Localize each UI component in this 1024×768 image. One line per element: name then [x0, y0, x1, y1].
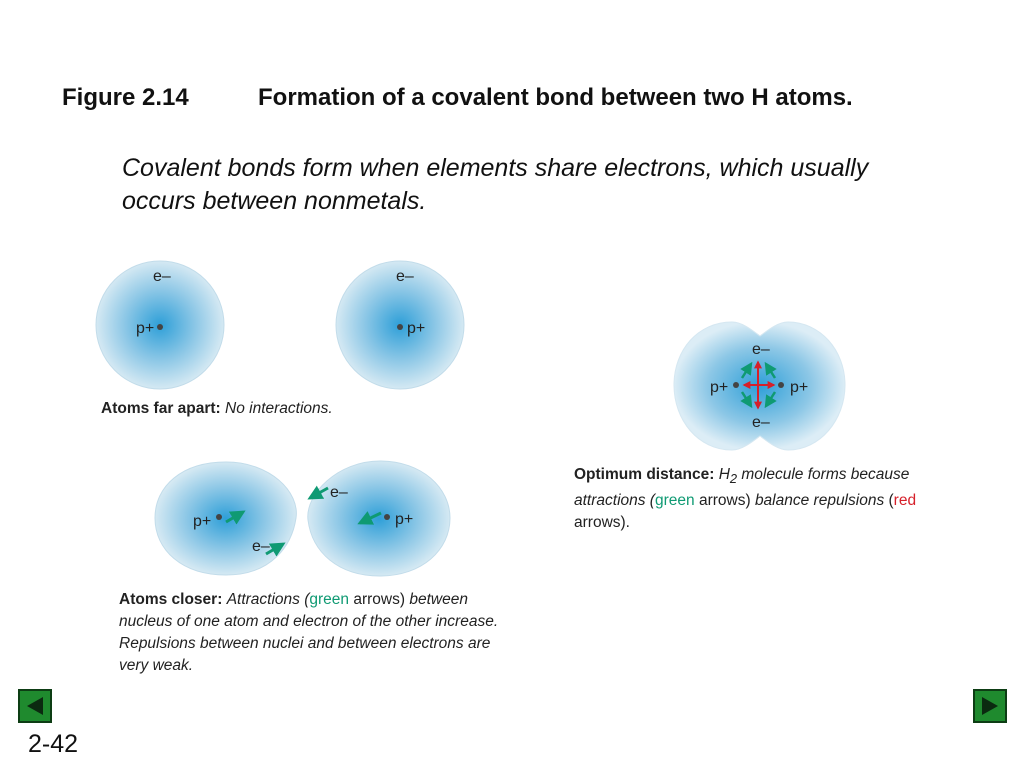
green-word: green: [309, 591, 350, 608]
panel-optimum-distance: [674, 322, 845, 450]
proton-label: p+: [790, 379, 809, 396]
nucleus-dot: [778, 382, 784, 388]
next-slide-button[interactable]: [973, 689, 1007, 723]
subscript: 2: [729, 471, 738, 487]
caption-text: arrows): [349, 591, 406, 608]
triangle-right-icon: [979, 695, 1001, 717]
caption-text: Attractions (: [226, 591, 310, 608]
electron-label: e–: [153, 268, 171, 285]
panel-far-apart: [96, 261, 464, 389]
figure-subtitle: Covalent bonds form when elements share electrons, which usually occurs between nonmetals.: [122, 154, 869, 215]
electron-label: e–: [752, 341, 770, 358]
caption-text: arrows): [694, 492, 755, 510]
triangle-left-icon: [24, 695, 46, 717]
caption-text: balance repulsions: [754, 492, 885, 510]
proton-label: p+: [136, 320, 155, 337]
proton-label: p+: [407, 320, 426, 337]
distorted-atom-left: [155, 462, 296, 575]
previous-slide-button[interactable]: [18, 689, 52, 723]
electron-label: e–: [752, 414, 770, 431]
figure-title-text: Formation of a covalent bond between two H atoms.: [258, 84, 853, 111]
nucleus-dot: [384, 514, 390, 520]
electron-label: e–: [330, 484, 348, 501]
caption-text: arrows).: [574, 514, 630, 532]
nucleus-dot: [216, 514, 222, 520]
proton-label: p+: [193, 513, 212, 530]
proton-label: p+: [710, 379, 729, 396]
caption-heading: Atoms closer:: [119, 591, 223, 608]
caption-optimum-distance: [574, 464, 974, 534]
caption-text: (: [884, 492, 894, 510]
green-word: green: [654, 492, 695, 510]
caption-text: between nucleus of one atom and electron of the other increase. Repulsions between nuclei and between electrons are very weak.: [119, 591, 499, 674]
caption-heading: Atoms far apart:: [101, 400, 221, 417]
caption-far-apart: [101, 398, 401, 420]
caption-heading: Optimum distance:: [574, 466, 715, 483]
electron-label: e–: [396, 268, 414, 285]
caption-text: H: [718, 466, 730, 483]
panel-atoms-closer: [155, 461, 450, 576]
nucleus-dot: [157, 324, 163, 330]
proton-label: p+: [395, 511, 414, 528]
nucleus-dot: [397, 324, 403, 330]
distorted-atom-right: [308, 461, 450, 576]
figure-number: Figure 2.14: [62, 84, 189, 111]
page-number: 2-42: [28, 730, 79, 758]
caption-text: molecule forms because attractions (: [574, 466, 910, 510]
caption-text: No interactions.: [225, 400, 333, 417]
caption-atoms-closer: [119, 589, 509, 677]
red-word: red: [893, 492, 917, 510]
electron-label: e–: [252, 538, 270, 555]
nucleus-dot: [733, 382, 739, 388]
